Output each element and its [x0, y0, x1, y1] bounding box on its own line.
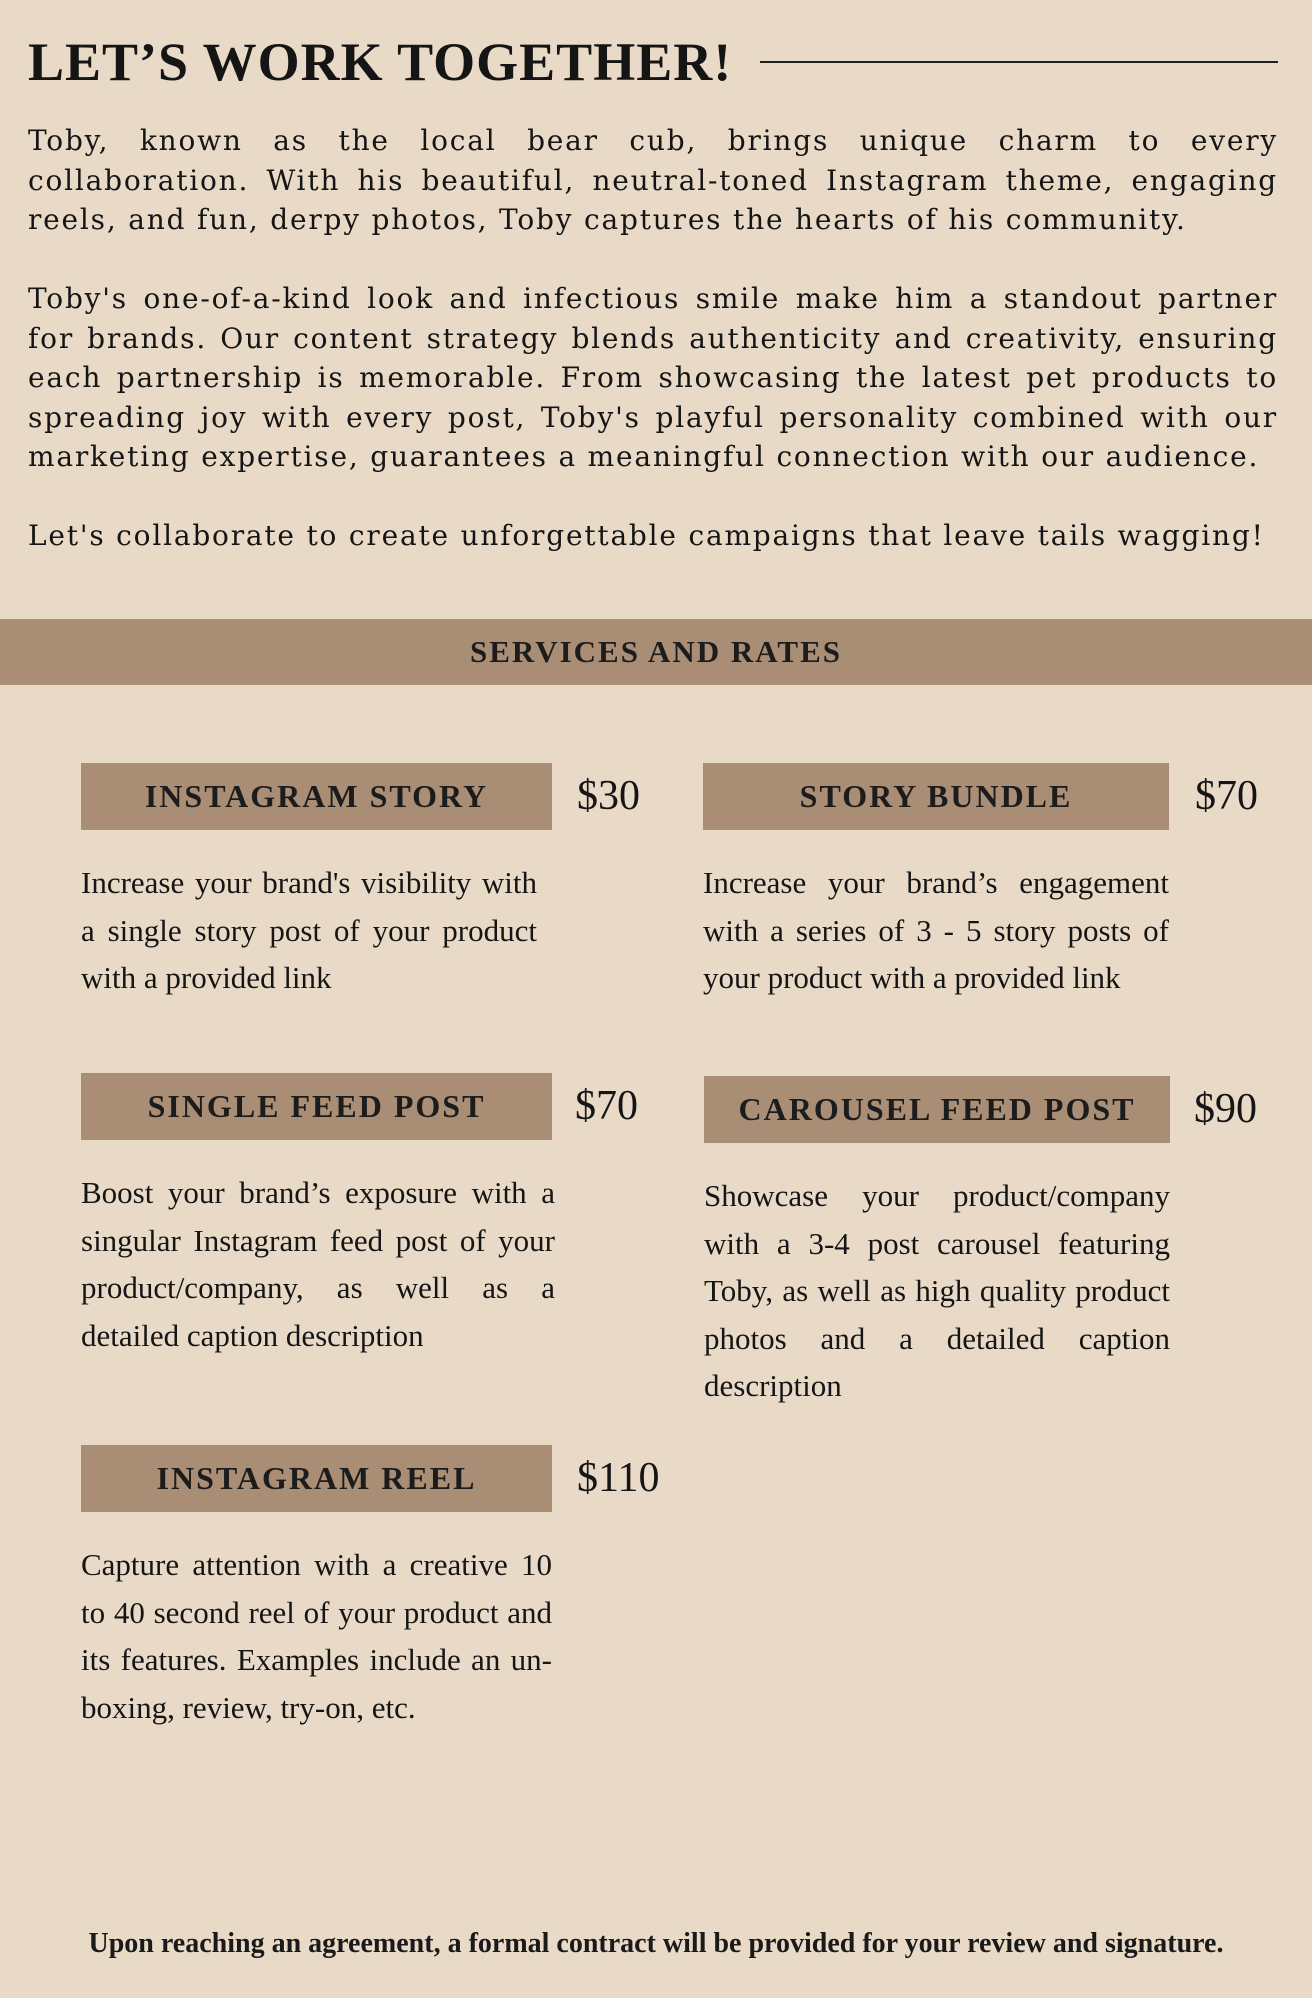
- intro-paragraph-3: Let's collaborate to create unforgettable campaigns that leave tails wagging!: [28, 519, 1265, 552]
- page-title: LET’S WORK TOGETHER!: [28, 32, 733, 92]
- intro-paragraph-2: Toby's one-of-a-kind look and infectious smile make him a standout partner for brands. Our content strategy blends authenticity and creativity, ensuring each partnership is memorable. From showcasing the latest pet products to spreading joy with every post, Toby's playful personality combined with our marketing expertise, guarantees a meaningful connection with our audience.: [28, 282, 1278, 473]
- intro-section: [28, 121, 1278, 556]
- service-price: $30: [577, 773, 640, 819]
- intro-paragraph-1: Toby, known as the local bear cub, brings unique charm to every collaboration. With his beautiful, neutral-toned Instagram theme, engaging reels, and fun, derpy photos, Toby captures the hearts of his community.: [28, 124, 1278, 236]
- service-description: Boost your brand’s exposure with a singular Instagram feed post of your product/company, as well as a detailed caption description: [81, 1175, 555, 1353]
- service-description: Capture attention with a creative 10 to 40 second reel of your product and its features. Examples include an un-boxing, review, try-on, etc.: [81, 1547, 552, 1725]
- service-description: Showcase your product/company with a 3-4 post carousel featuring Toby, as well as high quality product photos and a detailed caption description: [704, 1178, 1170, 1403]
- title-divider: [760, 61, 1278, 63]
- services-heading: SERVICES AND RATES: [0, 619, 1312, 685]
- service-price: $70: [575, 1083, 638, 1129]
- service-title: INSTAGRAM REEL: [81, 1445, 552, 1512]
- contract-note: Upon reaching an agreement, a formal contract will be provided for your review and signature.: [88, 1928, 1224, 1959]
- service-price: $70: [1195, 773, 1258, 819]
- service-title: CAROUSEL FEED POST: [704, 1076, 1170, 1143]
- service-title: SINGLE FEED POST: [81, 1073, 552, 1140]
- service-price: $110: [577, 1455, 660, 1501]
- service-title: STORY BUNDLE: [703, 763, 1169, 830]
- service-price: $90: [1194, 1086, 1257, 1132]
- service-title: INSTAGRAM STORY: [81, 763, 552, 830]
- service-description: Increase your brand's visibility with a single story post of your product with a provided link: [81, 865, 537, 995]
- service-description: Increase your brand’s engagement with a series of 3 - 5 story posts of your product with a provided link: [703, 865, 1169, 995]
